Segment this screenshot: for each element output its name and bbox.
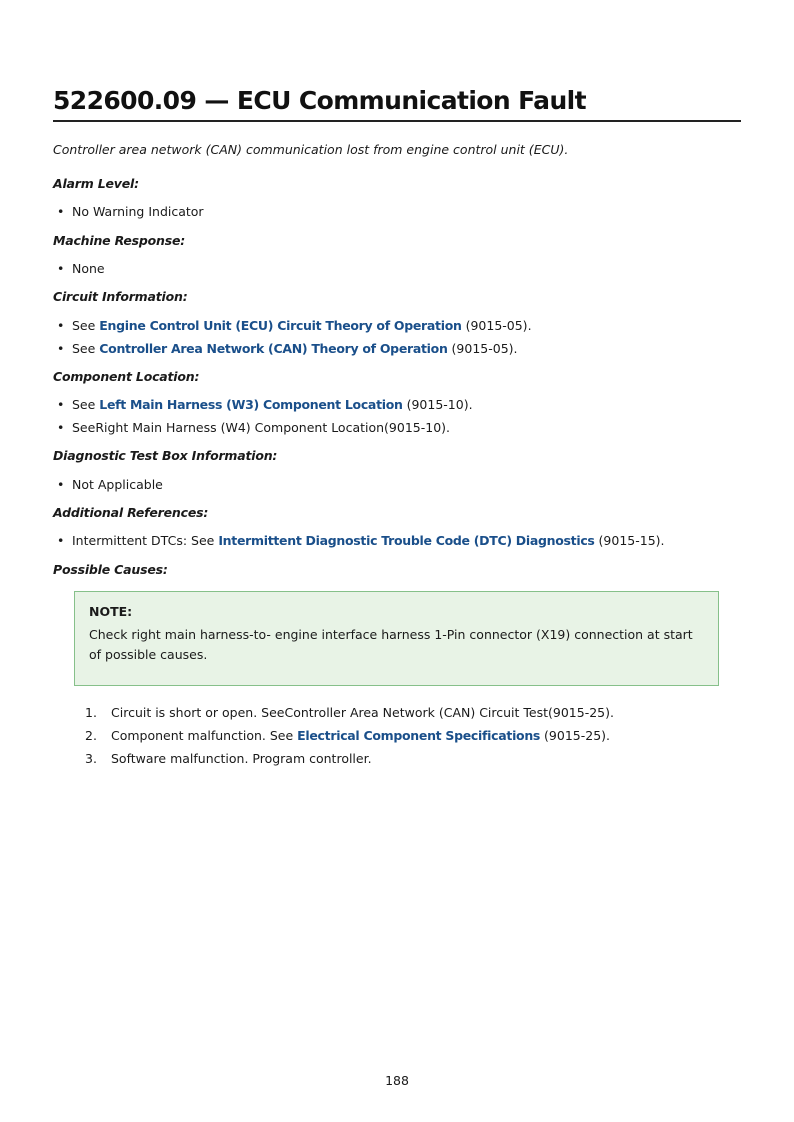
page-title: 522600.09 — ECU Communication Fault (53, 86, 741, 122)
list-item: • See Left Main Harness (W3) Component Location (9015-10). (53, 397, 473, 412)
list-item: • No Warning Indicator (53, 204, 204, 219)
bullet-icon: • (57, 318, 65, 333)
bullet-icon: • (57, 397, 65, 412)
list-item: • See Engine Control Unit (ECU) Circuit Theory of Operation (9015-05). (53, 318, 532, 333)
ecu-theory-link[interactable]: Engine Control Unit (ECU) Circuit Theory of Operation (99, 318, 462, 333)
test-box-heading: Diagnostic Test Box Information: (53, 448, 278, 463)
additional-references-heading: Additional References: (53, 505, 209, 520)
bullet-icon: • (57, 341, 65, 356)
possible-causes-heading: Possible Causes: (53, 562, 168, 577)
page-number: 188 (385, 1073, 409, 1088)
list-item: • See Controller Area Network (CAN) Theory of Operation (9015-05). (53, 341, 518, 356)
component-location-heading: Component Location: (53, 369, 200, 384)
bullet-icon: • (57, 204, 65, 219)
machine-response-heading: Machine Response: (53, 233, 186, 248)
intermittent-dtc-link[interactable]: Intermittent Diagnostic Trouble Code (DTC) Diagnostics (218, 533, 595, 548)
can-theory-link[interactable]: Controller Area Network (CAN) Theory of Operation (99, 341, 448, 356)
cause-step: 2. Component malfunction. See Electrical Component Specifications (9015-25). (85, 728, 611, 743)
bullet-icon: • (57, 533, 65, 548)
bullet-icon: • (57, 261, 65, 276)
note-box (74, 591, 719, 686)
list-item: • SeeRight Main Harness (W4) Component Location(9015-10). (53, 420, 450, 435)
electrical-specs-link[interactable]: Electrical Component Specifications (297, 728, 541, 743)
cause-step: 1. Circuit is short or open. SeeController Area Network (CAN) Circuit Test(9015-25). (85, 705, 614, 720)
list-item: • Intermittent DTCs: See Intermittent Diagnostic Trouble Code (DTC) Diagnostics (9015-15). (53, 533, 665, 548)
note-text: Check right main harness-to- engine interface harness 1-Pin connector (X19) connection at start of possible causes. (89, 627, 693, 662)
note-title: NOTE: (89, 604, 133, 619)
left-main-harness-link[interactable]: Left Main Harness (W3) Component Location (99, 397, 403, 412)
list-item: • None (53, 261, 105, 276)
list-item: • Not Applicable (53, 477, 163, 492)
bullet-icon: • (57, 420, 65, 435)
cause-step: 3. Software malfunction. Program controller. (85, 751, 372, 766)
circuit-information-heading: Circuit Information: (53, 289, 188, 304)
alarm-level-heading: Alarm Level: (53, 176, 139, 191)
intro-text: Controller area network (CAN) communication lost from engine control unit (ECU). (53, 142, 569, 157)
bullet-icon: • (57, 477, 65, 492)
